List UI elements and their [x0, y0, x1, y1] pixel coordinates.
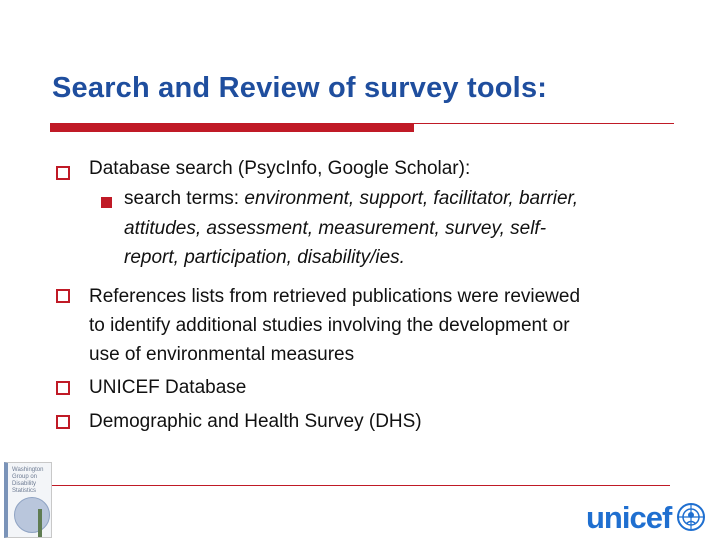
footer-rule — [50, 485, 670, 486]
wg-logo-line: Statistics — [12, 488, 37, 494]
filled-square-bullet-icon — [101, 197, 112, 208]
search-terms-prefix: search terms: — [124, 188, 245, 209]
bullet-references-line1: References lists from retrieved publications were reviewed — [89, 286, 581, 307]
bullet-references-line2: to identify additional studies involving the development or — [89, 315, 570, 336]
globe-icon — [14, 497, 50, 533]
title-rule-thick — [50, 124, 414, 132]
search-terms-line3: report, participation, disability/ies. — [124, 247, 405, 268]
bullet-dhs: Demographic and Health Survey (DHS) — [89, 411, 422, 432]
pole-icon — [38, 509, 42, 537]
washington-group-logo — [4, 462, 52, 538]
search-terms-line2: attitudes, assessment, measurement, survey, self- — [124, 218, 547, 239]
bullet-database-search: Database search (PsycInfo, Google Scholar): — [89, 158, 471, 179]
hollow-square-bullet-icon — [56, 415, 70, 429]
unicef-logo-text: unicef — [586, 500, 672, 535]
bullet-references-line3: use of environmental measures — [89, 344, 355, 365]
search-terms-line1: environment, support, facilitator, barrier, — [244, 188, 579, 209]
hollow-square-bullet-icon — [56, 166, 70, 180]
search-terms-line2-row — [124, 214, 684, 244]
sub-bullet-search-terms — [124, 184, 684, 214]
slide-title: Search and Review of survey tools: — [52, 72, 548, 104]
hollow-square-bullet-icon — [56, 381, 70, 395]
wg-logo-line: Group on — [12, 474, 38, 480]
wg-logo-line: Washington — [12, 467, 44, 473]
search-terms-line3-row — [124, 243, 684, 273]
bullet-unicef-database: UNICEF Database — [89, 377, 247, 398]
wg-logo-line: Disability — [12, 481, 37, 487]
hollow-square-bullet-icon — [56, 289, 70, 303]
unicef-emblem-icon — [676, 502, 706, 532]
